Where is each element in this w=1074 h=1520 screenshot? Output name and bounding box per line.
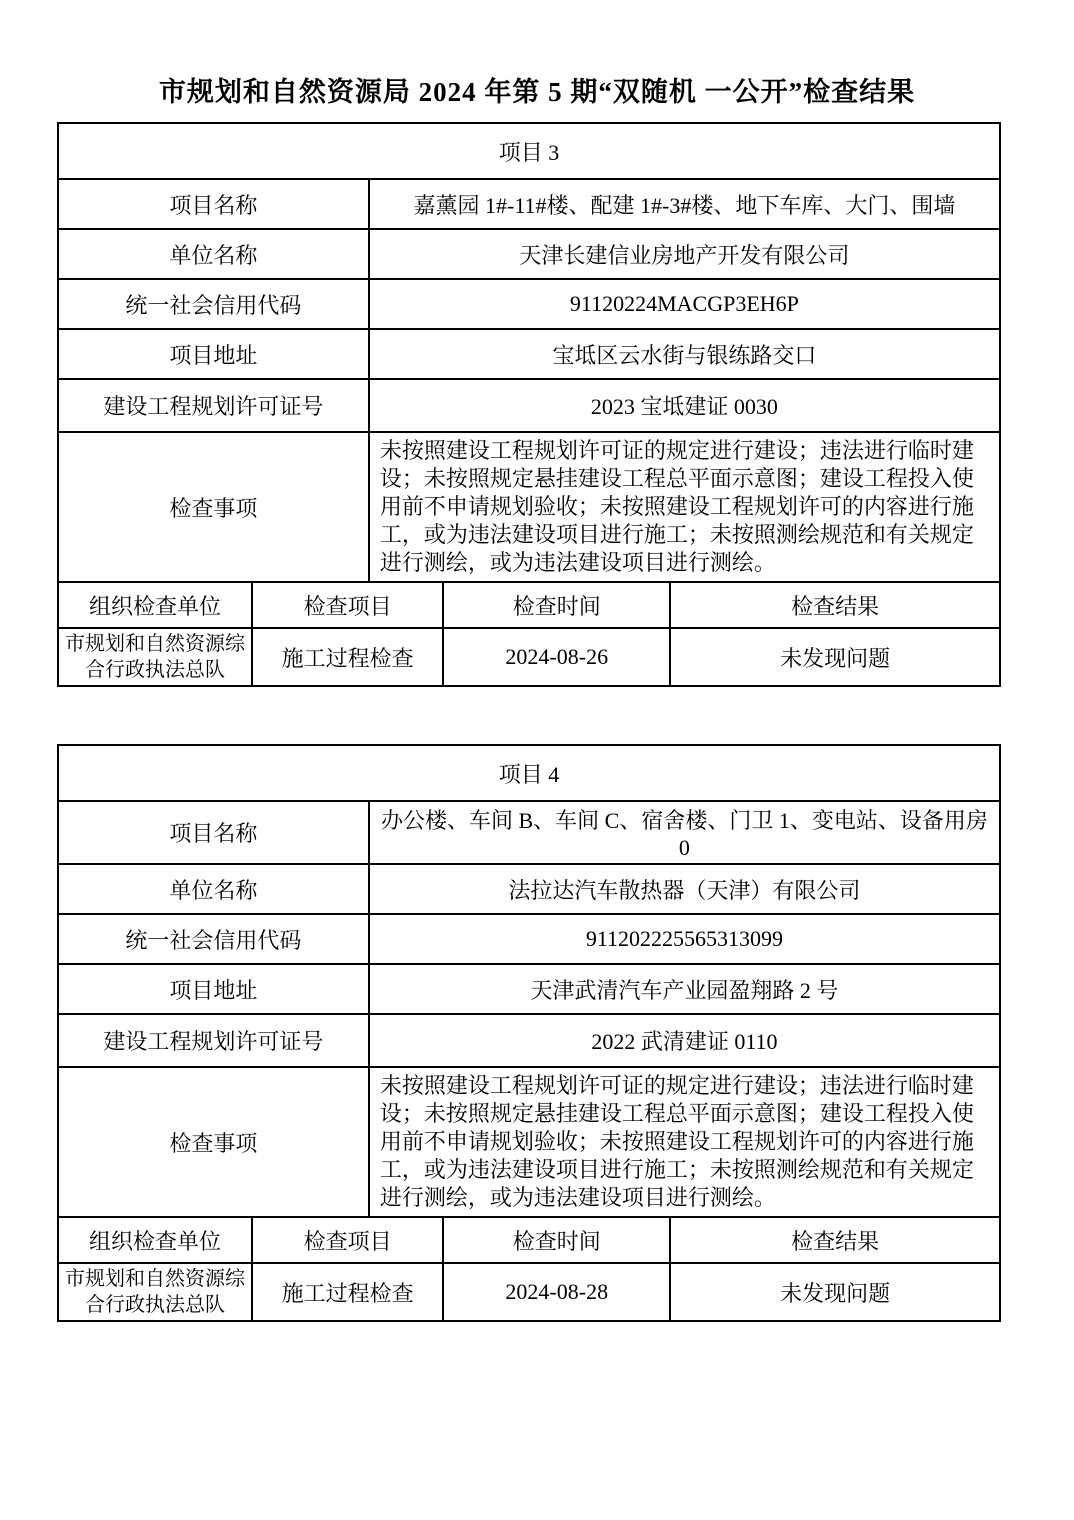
unit-name-label: 单位名称: [58, 229, 369, 279]
credit-code-value: 911202225565313099: [369, 914, 1000, 964]
project-header: 项目 4: [58, 745, 1000, 801]
address-value: 宝坻区云水街与银练路交口: [369, 329, 1000, 379]
inspect-time-value: 2024-08-26: [443, 628, 670, 686]
address-label: 项目地址: [58, 964, 369, 1014]
permit-no-value: 2022 武清建证 0110: [369, 1014, 1000, 1067]
inspect-time-header: 检查时间: [443, 1217, 670, 1263]
inspect-project-header: 检查项目: [252, 582, 443, 628]
permit-no-value: 2023 宝坻建证 0030: [369, 379, 1000, 432]
permit-no-label: 建设工程规划许可证号: [58, 379, 369, 432]
inspect-project-value: 施工过程检查: [252, 1263, 443, 1321]
unit-name-value: 天津长建信业房地产开发有限公司: [369, 229, 1000, 279]
project-4-table: [57, 744, 1001, 1322]
inspect-items-label: 检查事项: [58, 1067, 369, 1217]
permit-no-label: 建设工程规划许可证号: [58, 1014, 369, 1067]
unit-name-value: 法拉达汽车散热器（天津）有限公司: [369, 864, 1000, 914]
inspect-time-header: 检查时间: [443, 582, 670, 628]
inspect-result-header: 检查结果: [670, 582, 1000, 628]
project-header: 项目 3: [58, 123, 1000, 179]
project-name-value: 办公楼、车间 B、车间 C、宿舍楼、门卫 1、变电站、设备用房 0: [369, 801, 1000, 864]
inspect-time-value: 2024-08-28: [443, 1263, 670, 1321]
org-unit-header: 组织检查单位: [58, 1217, 252, 1263]
project-name-label: 项目名称: [58, 801, 369, 864]
project-name-label: 项目名称: [58, 179, 369, 229]
inspect-items-value: 未按照建设工程规划许可证的规定进行建设；违法进行临时建设；未按照规定悬挂建设工程总平面示意图；建设工程投入使用前不申请规划验收；未按照建设工程规划许可的内容进行施工，或为违法建设项目进行施工；未按照测绘规范和有关规定进行测绘，或为违法建设项目进行测绘。: [369, 1067, 1000, 1217]
credit-code-value: 91120224MACGP3EH6P: [369, 279, 1000, 329]
org-unit-value: 市规划和自然资源综合行政执法总队: [58, 1263, 252, 1321]
inspect-items-value: 未按照建设工程规划许可证的规定进行建设；违法进行临时建设；未按照规定悬挂建设工程总平面示意图；建设工程投入使用前不申请规划验收；未按照建设工程规划许可的内容进行施工，或为违法建设项目进行施工；未按照测绘规范和有关规定进行测绘，或为违法建设项目进行测绘。: [369, 432, 1000, 582]
credit-code-label: 统一社会信用代码: [58, 914, 369, 964]
address-value: 天津武清汽车产业园盈翔路 2 号: [369, 964, 1000, 1014]
project-name-value: 嘉薰园 1#-11#楼、配建 1#-3#楼、地下车库、大门、围墙: [369, 179, 1000, 229]
inspect-result-value: 未发现问题: [670, 1263, 1000, 1321]
org-unit-header: 组织检查单位: [58, 582, 252, 628]
project-3-table: [57, 122, 1001, 687]
page-title: 市规划和自然资源局 2024 年第 5 期“双随机 一公开”检查结果: [158, 77, 916, 107]
address-label: 项目地址: [58, 329, 369, 379]
credit-code-label: 统一社会信用代码: [58, 279, 369, 329]
inspect-items-label: 检查事项: [58, 432, 369, 582]
inspect-project-value: 施工过程检查: [252, 628, 443, 686]
org-unit-value: 市规划和自然资源综合行政执法总队: [58, 628, 252, 686]
inspect-result-value: 未发现问题: [670, 628, 1000, 686]
inspect-project-header: 检查项目: [252, 1217, 443, 1263]
unit-name-label: 单位名称: [58, 864, 369, 914]
inspect-result-header: 检查结果: [670, 1217, 1000, 1263]
